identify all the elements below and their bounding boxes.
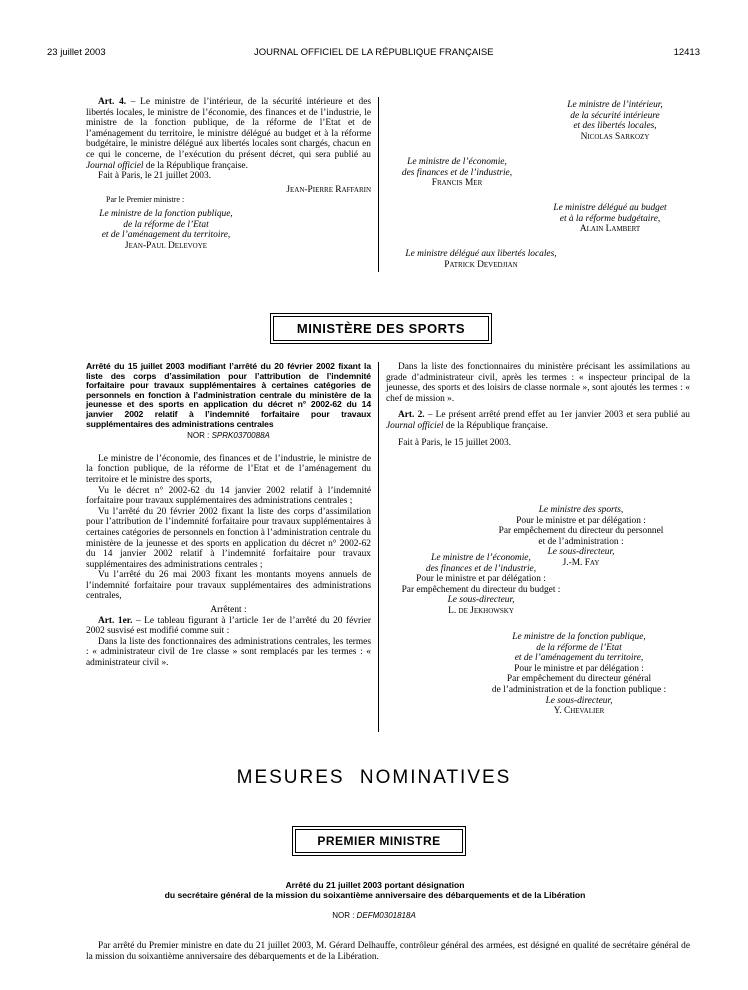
signer-premier-ministre: Jean-Pierre Raffarin — [286, 184, 371, 195]
par-le-premier-ministre: Par le Premier ministre : — [106, 195, 185, 205]
column-divider — [378, 97, 379, 272]
signature-economie: Le ministre de l’économie, des finances et de l’industrie, Francis Mer — [401, 157, 513, 189]
fait-a-paris-sports: Fait à Paris, le 15 juillet 2003. — [398, 437, 512, 448]
article-2: Art. 2. – Le présent arrêté prend effet au 1er janvier 2003 et sera publié au Journal officiel de la République française. — [386, 410, 690, 431]
arrete-title-nomination: Arrêté du 21 juillet 2003 portant désignation du secrétaire général de la mission du soixantième anniversaire des débarquements et de la Libération — [164, 880, 586, 900]
section-box-ministere-sports — [270, 313, 492, 344]
arretent: Arrêtent : — [210, 605, 247, 616]
right-paragraph-assimilation: Dans la liste des fonctionnaires du ministère précisant les assimilations au grade d’administrateur civil, après les termes : « inspecteur principal de la jeunesse, des sports et des loisirs de classe normale », sont ajoutés les termes : « chef de mission ». — [386, 362, 690, 404]
section-title-sports: MINISTÈRE DES SPORTS — [273, 316, 489, 341]
signature-interieur: Le ministre de l’intérieur, de la sécurité intérieure et des libertés locales, Nicolas Sarkozy — [567, 100, 663, 142]
column-divider-sports — [378, 362, 379, 732]
paragraph-vu-arrete-2002: Vu l’arrêté du 20 février 2002 fixant la liste des corps d’assimilation pour l’attribution de l’indemnité forfaitaire pour travaux supplémentaires à certaines catégories de personnels en fonction à l’administration centrale du ministère de la jeunesse et des sports en application du décret n° 2002-62 du 14 janvier 2002 relatif à l’indemnité forfaitaire pour travaux supplémentaires des administrations centrales ; — [86, 506, 371, 570]
fait-a-paris-decret: Fait à Paris, le 21 juillet 2003. — [98, 171, 212, 182]
sports-right-column — [386, 362, 690, 448]
nor-nomination: NOR : DEFM0301818A — [332, 911, 416, 920]
heading-mesures-nominatives: MESURES NOMINATIVES — [236, 767, 512, 788]
paragraph-ministers: Le ministre de l’économie, des finances et de l’industrie, le ministre de la fonction publique, de la réforme de l’Etat et de l’aménagement du territoire et le ministre des sports, — [86, 453, 371, 485]
signature-fonction-publique-sports: Le ministre de la fonction publique, de la réforme de l’Etat et de l’aménagement du territoire, Pour le ministre et par délégation : Par empêchement du directeur général de l’administration et de la fonction publique : Le sous-directeur, Y. Chevalier — [491, 632, 667, 717]
paragraph-vu-arrete-2003: Vu l’arrêté du 26 mai 2003 fixant les montants moyens annuels de l’indemnité forfaitaire pour travaux supplémentaires des administrations centrales, — [86, 570, 371, 602]
article-1-paragraph: Dans la liste des fonctionnaires des administrations centrales, les termes : « administrateur civil de 1re classe » sont remplacés par les termes : « administrateur civil ». — [86, 636, 371, 669]
header-journal-title: JOURNAL OFFICIEL DE LA RÉPUBLIQUE FRANÇAISE — [254, 47, 494, 58]
signature-budget: Le ministre délégué au budget et à la réforme budgétaire, Alain Lambert — [553, 203, 667, 235]
section-title-premier-ministre: PREMIER MINISTRE — [295, 829, 463, 853]
signature-libertes-locales: Le ministre délégué aux libertés locales, Patrick Devedjian — [405, 249, 557, 270]
sports-left-column — [86, 362, 371, 669]
article-1: Art. 1er. – Le tableau figurant à l’article 1er de l’arrêté du 20 février 2002 susvisé est modifié comme suit : — [86, 615, 372, 637]
signature-fonction-publique: Le ministre de la fonction publique, de la réforme de l’Etat et de l’aménagement du territoire, Jean-Paul Delevoye — [99, 208, 233, 251]
article-4: Art. 4. – Le ministre de l’intérieur, de la sécurité intérieure et des libertés locales, le ministre de l’économie, des finances et de l’industrie, le ministre de la fonction publique, de la réforme de l’Etat et de l’aménagement du territoire, le ministre délégué au budget et à la réforme budgétaire, le ministre délégué aux libertés locales sont chargés, chacun en ce qui le concerne, de l’exécution du présent décret, qui sera publié au Journal officiel de la République française. — [86, 97, 371, 171]
section-box-premier-ministre — [292, 826, 466, 856]
nomination-body: Par arrêté du Premier ministre en date du 21 juillet 2003, M. Gérard Delhauffe, contrôleur général des armées, est désigné en qualité de secrétaire général de la mission du soixantième anniversaire des débarquements et de la Libération. — [86, 941, 690, 962]
paragraph-vu-decret: Vu le décret n° 2002-62 du 14 janvier 2002 relatif à l’indemnité forfaitaire pour travaux supplémentaires des administrations centrales ; — [86, 485, 371, 507]
signature-sports: Le ministre des sports, Pour le ministre et par délégation : Par empêchement du directeur du personnel et de l’administration : Le sous-directeur, J.-M. Fay — [498, 505, 664, 568]
header-page-number: 12413 — [673, 47, 700, 58]
signature-economie-sports: Le ministre de l’économie, des finances et de l’industrie, Pour le ministre et par délégation : Par empêchement du directeur du budget : Le sous-directeur, L. de Jekhowsky — [401, 553, 561, 616]
arrete-title-sports: Arrêté du 15 juillet 2003 modifiant l’arrêté du 20 février 2002 fixant la liste des corps d’assimilation pour l’attribution de l’indemnité forfaitaire pour travaux supplémentaires à certaines catégories de personnels en fonction à l’administration centrale du ministère de la jeunesse et des sports en application du décret n° 2002-62 du 14 janvier 2002 relatif à l’indemnité forfaitaire pour travaux supplémentaires des administrations centrales — [86, 361, 371, 429]
top-left-column — [86, 97, 371, 251]
nor-sports: NOR : SPRK0370088A — [187, 431, 270, 441]
header-date: 23 juillet 2003 — [47, 47, 106, 58]
